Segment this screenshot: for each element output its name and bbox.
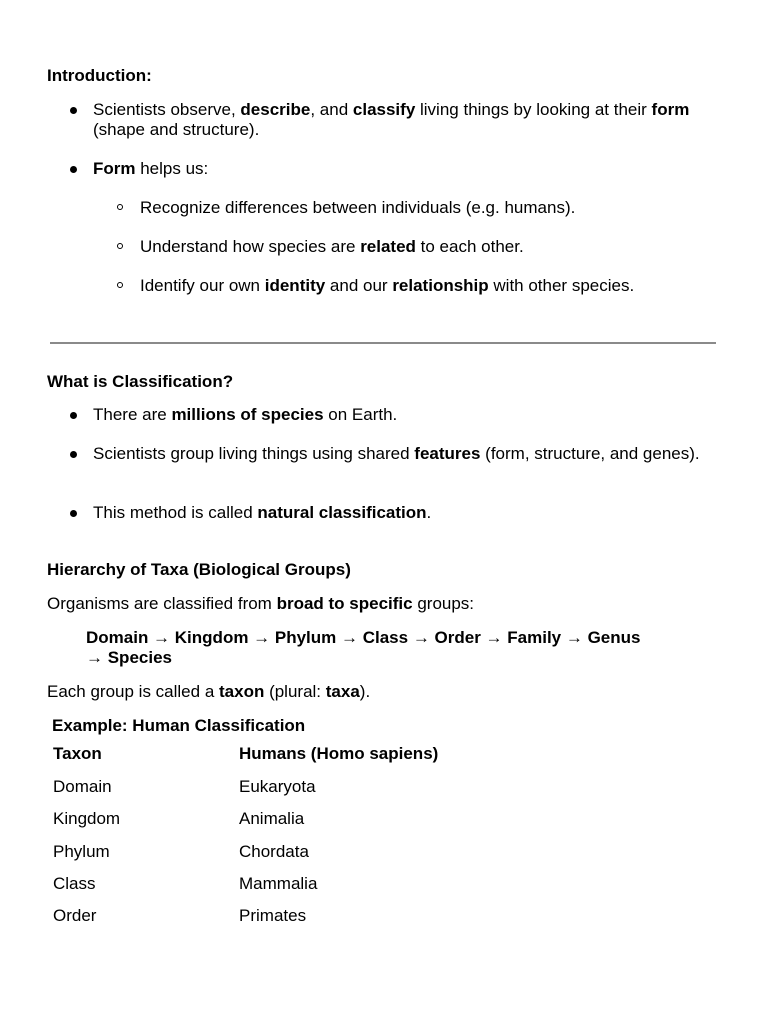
list-item-text: Scientists observe, describe, and classify living things by looking at their form (shape and structure).	[93, 100, 690, 139]
bullet-icon	[70, 166, 77, 173]
circle-bullet-icon	[117, 282, 123, 288]
bullet-icon	[70, 451, 77, 458]
bullet-icon	[70, 107, 77, 114]
list-item-text: This method is called natural classification.	[93, 503, 432, 522]
circle-bullet-icon	[117, 243, 123, 249]
table-cell: Kingdom	[53, 809, 121, 828]
list-item-text: There are millions of species on Earth.	[93, 405, 398, 424]
sub-list-item-text: Recognize differences between individuals (e.g. humans).	[140, 198, 576, 217]
taxa-chain-line: Domain → Kingdom → Phylum → Class → Order → Family → Genus	[86, 628, 641, 647]
circle-bullet-icon	[117, 204, 123, 210]
table-header-cell: Humans (Homo sapiens)	[239, 744, 439, 763]
table-cell: Class	[53, 874, 96, 893]
table-cell: Eukaryota	[239, 777, 316, 796]
taxon-paragraph: Each group is called a taxon (plural: taxa).	[47, 682, 371, 701]
taxa-chain	[86, 628, 706, 668]
hierarchy-paragraph: Organisms are classified from broad to specific groups:	[47, 594, 475, 613]
table-cell: Primates	[239, 906, 307, 925]
table-cell: Domain	[53, 777, 112, 796]
table-cell: Order	[53, 906, 97, 925]
hierarchy-heading: Hierarchy of Taxa (Biological Groups)	[47, 560, 351, 579]
sub-list-item-text: Identify our own identity and our relationship with other species.	[140, 276, 635, 295]
example-heading: Example: Human Classification	[52, 716, 306, 735]
table-header-cell: Taxon	[53, 744, 102, 763]
horizontal-divider	[50, 342, 716, 344]
intro-heading: Introduction:	[47, 66, 152, 85]
classification-heading: What is Classification?	[47, 372, 234, 391]
taxa-chain-line: → Species	[86, 648, 172, 667]
bullet-icon	[70, 510, 77, 517]
sub-list-item-text: Understand how species are related to each other.	[140, 237, 524, 256]
list-item-text: Scientists group living things using shared features (form, structure, and genes).	[93, 444, 700, 463]
table-cell: Mammalia	[239, 874, 318, 893]
bullet-icon	[70, 412, 77, 419]
table-cell: Chordata	[239, 842, 309, 861]
list-item-text: Form helps us:	[93, 159, 209, 178]
table-cell: Animalia	[239, 809, 305, 828]
table-cell: Phylum	[53, 842, 110, 861]
